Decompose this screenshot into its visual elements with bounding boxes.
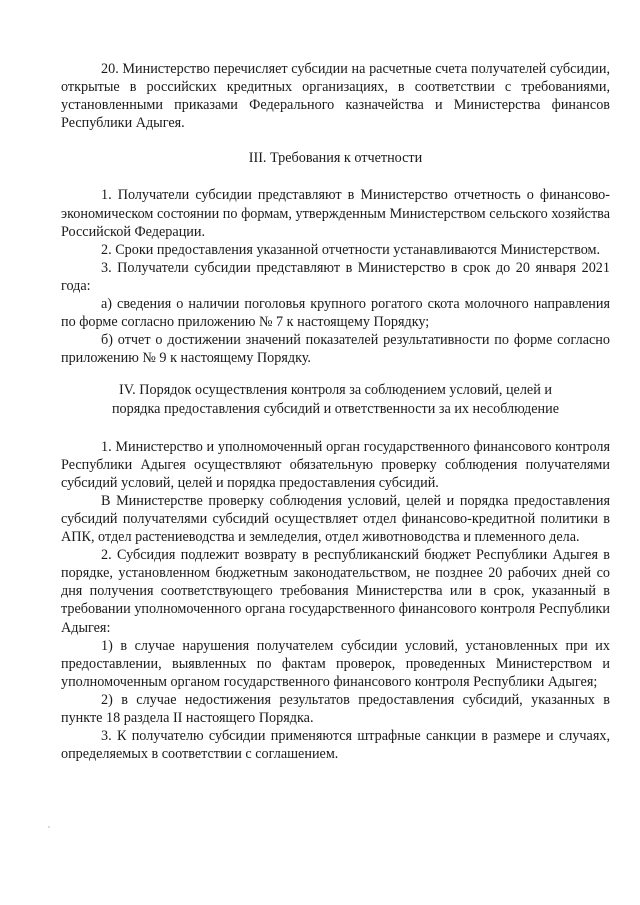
- section-4-heading-line-2: порядка предоставления субсидий и ответственности за их несоблюдение: [111, 400, 560, 417]
- section-3-heading: III. Требования к отчетности: [248, 150, 423, 167]
- section-3-paragraph-2: 2. Сроки предоставления указанной отчетности устанавливаются Министерством.: [101, 241, 601, 258]
- section-4-subitem-1: 1) в случае нарушения получателем субсидии условий, установленных при их предоставлении, выявленных по фактам проверок, проведенных Министерством и уполномоченным органом государственного финансового контроля Республики Адыгея;: [61, 637, 610, 690]
- section-3-subitem-a: а) сведения о наличии поголовья крупного рогатого скота молочного направления по форме согласно приложению № 7 к настоящему Порядку;: [61, 296, 610, 331]
- section-4-paragraph-3: 3. К получателю субсидии применяются штрафные санкции в размере и случаях, определяемых в соответствии с соглашением.: [61, 728, 610, 763]
- section-3-subitem-b: б) отчет о достижении значений показателей результативности по форме согласно приложению № 9 к настоящему Порядку.: [61, 332, 610, 367]
- section-3-paragraph-3: 3. Получатели субсидии представляют в Министерство в срок до 20 января 2021 года:: [61, 259, 610, 294]
- section-4-paragraph-1: 1. Министерство и уполномоченный орган государственного финансового контроля Республики Адыгея осуществляют обязательную проверку соблюдения получателями субсидий условий, целей и порядка предоставления субсидий.: [61, 438, 610, 491]
- section-4-subitem-2: 2) в случае недостижения результатов предоставления субсидий, указанных в пункте 18 раздела II настоящего Порядка.: [61, 691, 610, 726]
- section-3-paragraph-1: 1. Получатели субсидии представляют в Министерство отчетность о финансово-экономическом состоянии по формам, утвержденным Министерством сельского хозяйства Российской Федерации.: [61, 187, 610, 240]
- section-4-heading: [61, 381, 610, 417]
- section-4-paragraph-ministry: В Министерстве проверку соблюдения условий, целей и порядка предоставления субсидий получателями субсидий осуществляет отдел финансово-кредитной политики в АПК, отдел растениеводства и земледелия, отдел животноводства и племенного дела.: [61, 492, 610, 546]
- paragraph-item-20: 20. Министерство перечисляет субсидии на расчетные счета получателей субсидии, открытые в российских кредитных организациях, в соответствии с требованиями, установленными приказами Федерального казначейства и Министерства финансов Республики Адыгея.: [61, 61, 610, 132]
- scan-speck: [48, 826, 50, 828]
- document-body: [61, 60, 610, 763]
- section-4-heading-line-1: IV. Порядок осуществления контроля за соблюдением условий, целей и: [119, 382, 552, 399]
- section-4-paragraph-2: 2. Субсидия подлежит возврату в республиканский бюджет Республики Адыгея в порядке, установленном бюджетным законодательством, не позднее 20 рабочих дней со дня получения соответствующего требования Министерства или в срок, указанный в требовании уполномоченного органа государственного финансового контроля Республики Адыгея:: [61, 547, 610, 636]
